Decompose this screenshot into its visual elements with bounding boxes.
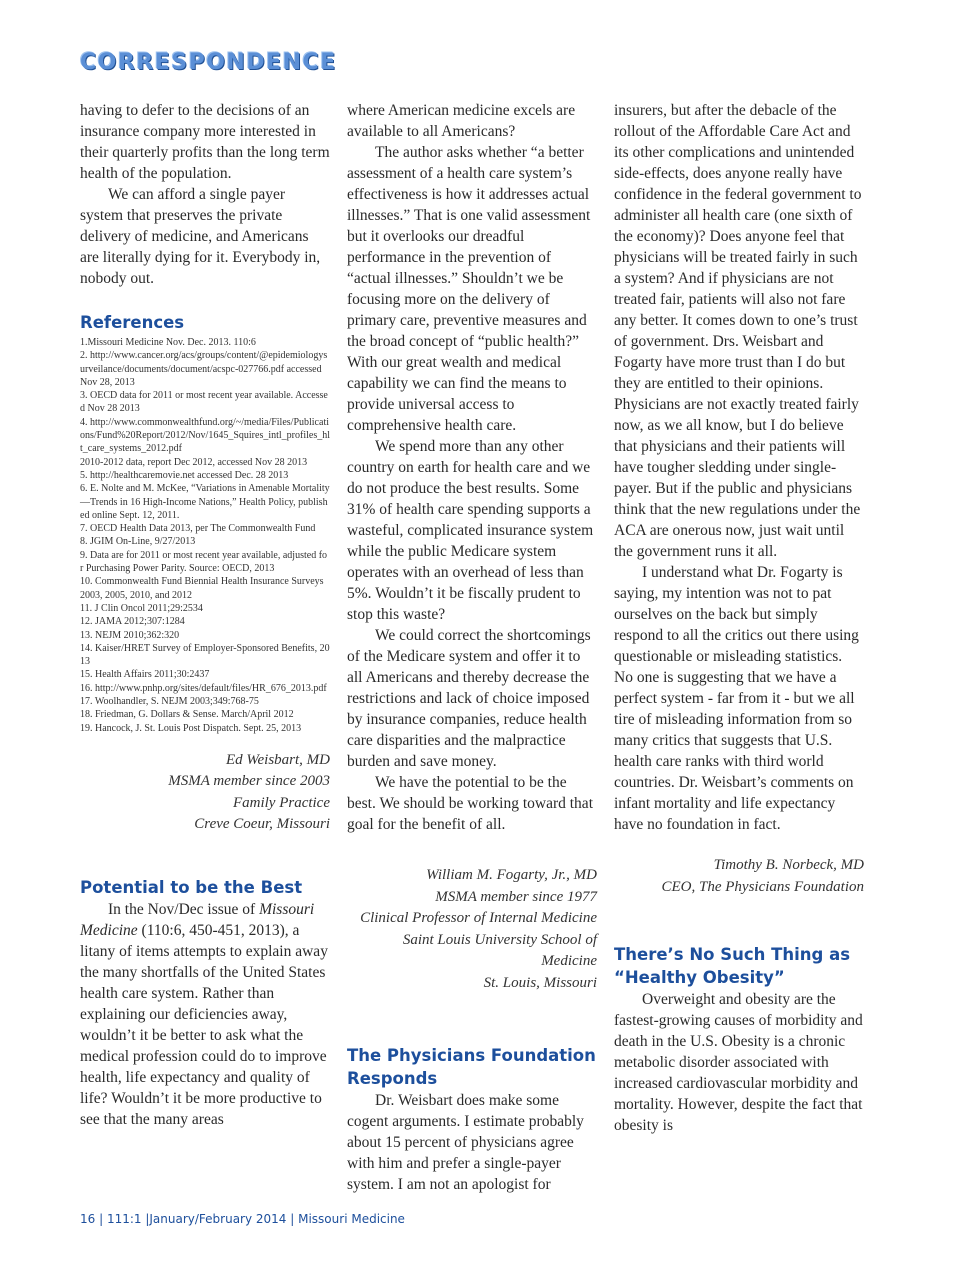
journal-name: Missouri Medicine (80, 900, 315, 939)
signature-line: MSMA member since 2003 (168, 773, 330, 790)
obesity-paragraph-1: Overweight and obesity are the fastest-growing causes of morbidity and death in the U.S. Obesity is a chronic metabolic disorder associated with increased cardiovascular morbidity and mortality. However, despite the fact that obesity is (614, 991, 863, 1134)
heading-potential-to-be-the-best: Potential to be the Best (80, 877, 303, 897)
reference-item: 2010-2012 data, report Dec 2012, accessed Nov 28 2013 (80, 456, 308, 468)
reference-item: 9. Data are for 2011 or most recent year available, adjusted for Purchasing Power Parity. Source: OECD, 2013 (80, 549, 328, 575)
col2-paragraph-2: The author asks whether “a better assessment of a health care system’s effectiveness is how it addresses actual illnesses.” That is one valid assessment but it overlooks our dreadful performance in the prevention of “actual illnesses.” Shouldn’t we be focusing more on the delivery of primary care, preventive measures and the broad concept of “public health?” With our great wealth and medical capability we can find the means to provide universal access to comprehensive health care. (347, 144, 591, 434)
col3-paragraph-2: I understand what Dr. Fogarty is saying, my intention was not to pat ourselves on the back but simply respond to all the critics out there using questionable or misleading statistics. No one is suggesting that we have a perfect system - far from it - but we all tire of misleading information from so many critics that suggests that U.S. health care ranks with third world countries. Dr. Weisbart’s comments on infant mortality and life expectancy have no foundation in fact. (614, 564, 859, 833)
heading-physicians-foundation-responds: The Physicians Foundation Responds (347, 1046, 596, 1088)
signature-line: Saint Louis University School of Medicine (402, 931, 597, 969)
reference-item: 4. http://www.commonwealthfund.org/~/media/Files/Publications/Fund%20Report/2012/Nov/1645_Squires_intl_profiles_hlt_care_systems_2012.pdf (80, 416, 330, 455)
reference-item: 16. http://www.pnhp.org/sites/default/files/HR_676_2013.pdf (80, 682, 327, 694)
heading-no-healthy-obesity: There’s No Such Thing as “Healthy Obesity” (614, 945, 851, 987)
reference-item: 3. OECD data for 2011 or most recent year available. Accessed Nov 28 2013 (80, 390, 328, 415)
column-2 (347, 100, 597, 1195)
col3-paragraph-1: insurers, but after the debacle of the rollout of the Affordable Care Act and its other complications and unintended side-effects, does anyone really have confidence in the federal government to administer all health care (one sixth of the economy)? Does anyone feel that physicians will be treated fairly in such a system? And if physicians are not treated fair, patients will also not fare any better. It comes down to one’s trust of government. Drs. Weisbart and Fogarty have more trust than I do but they are entitled to their opinions. Physicians are not exactly treated fairly now, as we all know, but I do believe that physicians and their patients will have tougher sledding under single-payer. But if the public and physicians think that the new regulations under the ACA are onerous now, just wait until the government runs it all. (614, 102, 862, 560)
references-list (80, 336, 330, 735)
reference-item: 7. OECD Health Data 2013, per The Commonwealth Fund (80, 523, 316, 535)
signature-line: Ed Weisbart, MD (225, 751, 330, 768)
signature-line: Clinical Professor of Internal Medicine (360, 910, 597, 926)
signature-line: CEO, The Physicians Foundation (661, 878, 864, 895)
signature-norbeck (614, 855, 864, 898)
signature-weisbart (80, 750, 330, 836)
potential-paragraph-1: In the Nov/Dec issue of Missouri Medicine (110:6, 450-451, 2013), a litany of items attempts to explain away the many shortfalls of the United States health care system. Rather than explaining our deficiencies away, wouldn’t it be better to ask what the medical profession could do to improve health, life expectancy and quality of life? Wouldn’t it be more productive to see that the many areas (80, 900, 328, 1128)
reference-item: 12. JAMA 2012;307:1284 (80, 616, 185, 628)
reference-item: 11. J Clin Oncol 2011;29:2534 (80, 602, 203, 614)
reference-item: 5. http://healthcaremovie.net accessed Dec. 28 2013 (80, 469, 289, 481)
reference-item: 18. Friedman, G. Dollars & Sense. March/April 2012 (80, 709, 294, 721)
section-header: CORRESPONDENCE (80, 50, 337, 75)
reference-item: 6. E. Nolte and M. McKee, “Variations in Amenable Mortality—Trends in 16 High-Income Nations,” Health Policy, published online Sept. 12, 2011. (80, 483, 330, 521)
signature-line: Timothy B. Norbeck, MD (713, 857, 864, 873)
reference-item: 19. Hancock, J. St. Louis Post Dispatch. Sept. 25, 2013 (80, 722, 302, 734)
column-3 (614, 100, 864, 1136)
col1-paragraph-1: having to defer to the decisions of an insurance company more interested in their quarterly profits than the long term health of the population. (80, 102, 330, 182)
reference-item: 13. NEJM 2010;362:320 (80, 629, 180, 641)
reference-item: 1.Missouri Medicine Nov. Dec. 2013. 110:6 (80, 337, 256, 348)
foundation-paragraph-1: Dr. Weisbart does make some cogent arguments. I estimate probably about 15 percent of physicians agree with him and prefer a single-payer system. I am not an apologist for (347, 1092, 584, 1193)
reference-item: 8. JGIM On-Line, 9/27/2013 (80, 536, 196, 548)
signature-fogarty (347, 865, 597, 994)
signature-line: Family Practice (232, 794, 330, 811)
reference-item: 14. Kaiser/HRET Survey of Employer-Sponsored Benefits, 2013 (80, 642, 330, 668)
col1-paragraph-2: We can afford a single payer system that preserves the private delivery of medicine, and Americans are literally dying for it. Everybody in, nobody out. (80, 186, 321, 287)
reference-item: 17. Woolhandler, S. NEJM 2003;349:768-75 (80, 696, 259, 708)
signature-line: MSMA member since 1977 (435, 888, 597, 905)
references-heading: References (80, 313, 185, 332)
column-1 (80, 100, 330, 1130)
col2-paragraph-5: We have the potential to be the best. We should be working toward that goal for the benefit of all. (347, 774, 593, 833)
reference-item: 10. Commonwealth Fund Biennial Health Insurance Surveys 2003, 2005, 2010, and 2012 (80, 576, 324, 601)
col2-paragraph-1: where American medicine excels are available to all Americans? (347, 102, 576, 140)
signature-line: William M. Fogarty, Jr., MD (426, 867, 597, 883)
col2-paragraph-4: We could correct the shortcomings of the Medicare system and offer it to all Americans and thereby decrease the restrictions and lack of choice imposed by insurance companies, reduce health care disparities and the malpractice burden and save money. (347, 627, 591, 770)
reference-item: 2. http://www.cancer.org/acs/groups/content/@epidemiologysurveilance/documents/document/acspc-027766.pdf accessed Nov 28, 2013 (80, 350, 328, 388)
signature-line: Creve Coeur, Missouri (194, 816, 330, 833)
col2-paragraph-3: We spend more than any other country on earth for health care and we do not produce the best results. Some 31% of health care spending supports a wasteful, complicated insurance system while the public Medicare system operates with an overhead of less than 5%. Wouldn’t it be fiscally prudent to stop this waste? (347, 438, 594, 623)
signature-line: St. Louis, Missouri (483, 974, 597, 991)
page-footer: 16 | 111:1 |January/February 2014 | Missouri Medicine (80, 1212, 405, 1226)
reference-item: 15. Health Affairs 2011;30:2437 (80, 669, 210, 681)
